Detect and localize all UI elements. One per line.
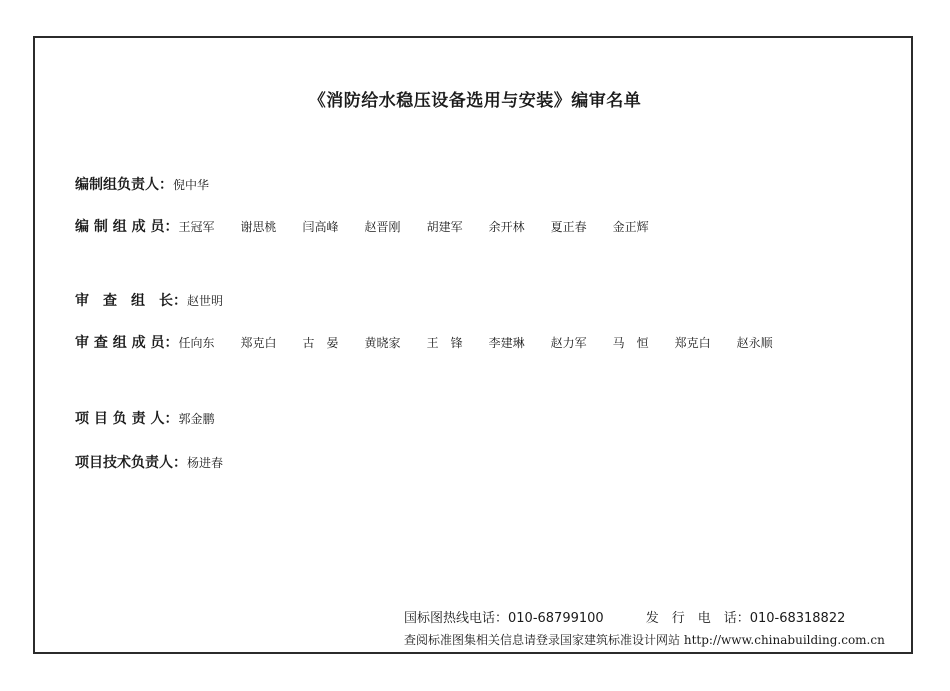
row-chief-editor bbox=[75, 174, 209, 194]
person-name: 王 锋 bbox=[426, 336, 463, 350]
person-name: 胡建军 bbox=[426, 220, 463, 234]
sales-number: 010-68318822 bbox=[749, 611, 846, 626]
person-name: 赵晋刚 bbox=[364, 220, 401, 234]
person-name: 任向东 bbox=[178, 336, 215, 350]
person-name: 金正辉 bbox=[612, 220, 649, 234]
person-name: 郑克白 bbox=[674, 336, 711, 350]
person-name: 古 晏 bbox=[302, 336, 339, 350]
person-name: 余开林 bbox=[488, 220, 525, 234]
footer-website bbox=[404, 631, 885, 648]
person-name: 杨进春 bbox=[187, 456, 224, 470]
info-text: 查阅标准图集相关信息请登录国家建筑标准设计网站 bbox=[404, 633, 681, 647]
chief-editor-label: 编制组负责人： bbox=[75, 177, 173, 193]
row-reviewers bbox=[75, 332, 773, 352]
person-name: 谢思桃 bbox=[240, 220, 277, 234]
hotline-label: 国标图热线电话： bbox=[404, 611, 509, 626]
person-name: 闫高峰 bbox=[302, 220, 339, 234]
project-lead-names bbox=[179, 410, 215, 427]
page-title: 《消防给水稳压设备选用与安装》编审名单 bbox=[308, 91, 642, 111]
person-name: 李建琳 bbox=[488, 336, 525, 350]
website-link[interactable]: http://www.chinabuilding.com.cn bbox=[683, 633, 885, 647]
person-name: 赵力军 bbox=[550, 336, 587, 350]
person-name: 赵永顺 bbox=[736, 336, 773, 350]
editors-names bbox=[179, 218, 649, 235]
tech-lead-label: 项目技术负责人： bbox=[75, 455, 187, 471]
reviewers-label: 审 查 组 成 员： bbox=[75, 335, 179, 351]
row-project-lead bbox=[75, 408, 215, 428]
row-tech-lead bbox=[75, 452, 223, 472]
review-lead-label: 审 查 组 长： bbox=[75, 293, 187, 309]
editors-label: 编 制 组 成 员： bbox=[75, 219, 179, 235]
row-editors bbox=[75, 216, 649, 236]
chief-editor-names bbox=[173, 176, 209, 193]
sales-label: 发 行 电 话： bbox=[645, 611, 750, 626]
hotline-number: 010-68799100 bbox=[508, 611, 604, 626]
person-name: 郑克白 bbox=[240, 336, 277, 350]
tech-lead-names bbox=[187, 454, 223, 471]
person-name: 郭金鹏 bbox=[178, 412, 215, 426]
reviewers-names bbox=[179, 334, 773, 351]
person-name: 王冠军 bbox=[178, 220, 215, 234]
row-review-lead bbox=[75, 290, 223, 310]
project-lead-label: 项 目 负 责 人： bbox=[75, 411, 179, 427]
person-name: 倪中华 bbox=[173, 178, 210, 192]
person-name: 赵世明 bbox=[187, 294, 224, 308]
person-name: 黄晓家 bbox=[364, 336, 401, 350]
person-name: 马 恒 bbox=[612, 336, 649, 350]
review-lead-names bbox=[187, 292, 223, 309]
footer-phones bbox=[404, 607, 845, 626]
person-name: 夏正春 bbox=[550, 220, 587, 234]
